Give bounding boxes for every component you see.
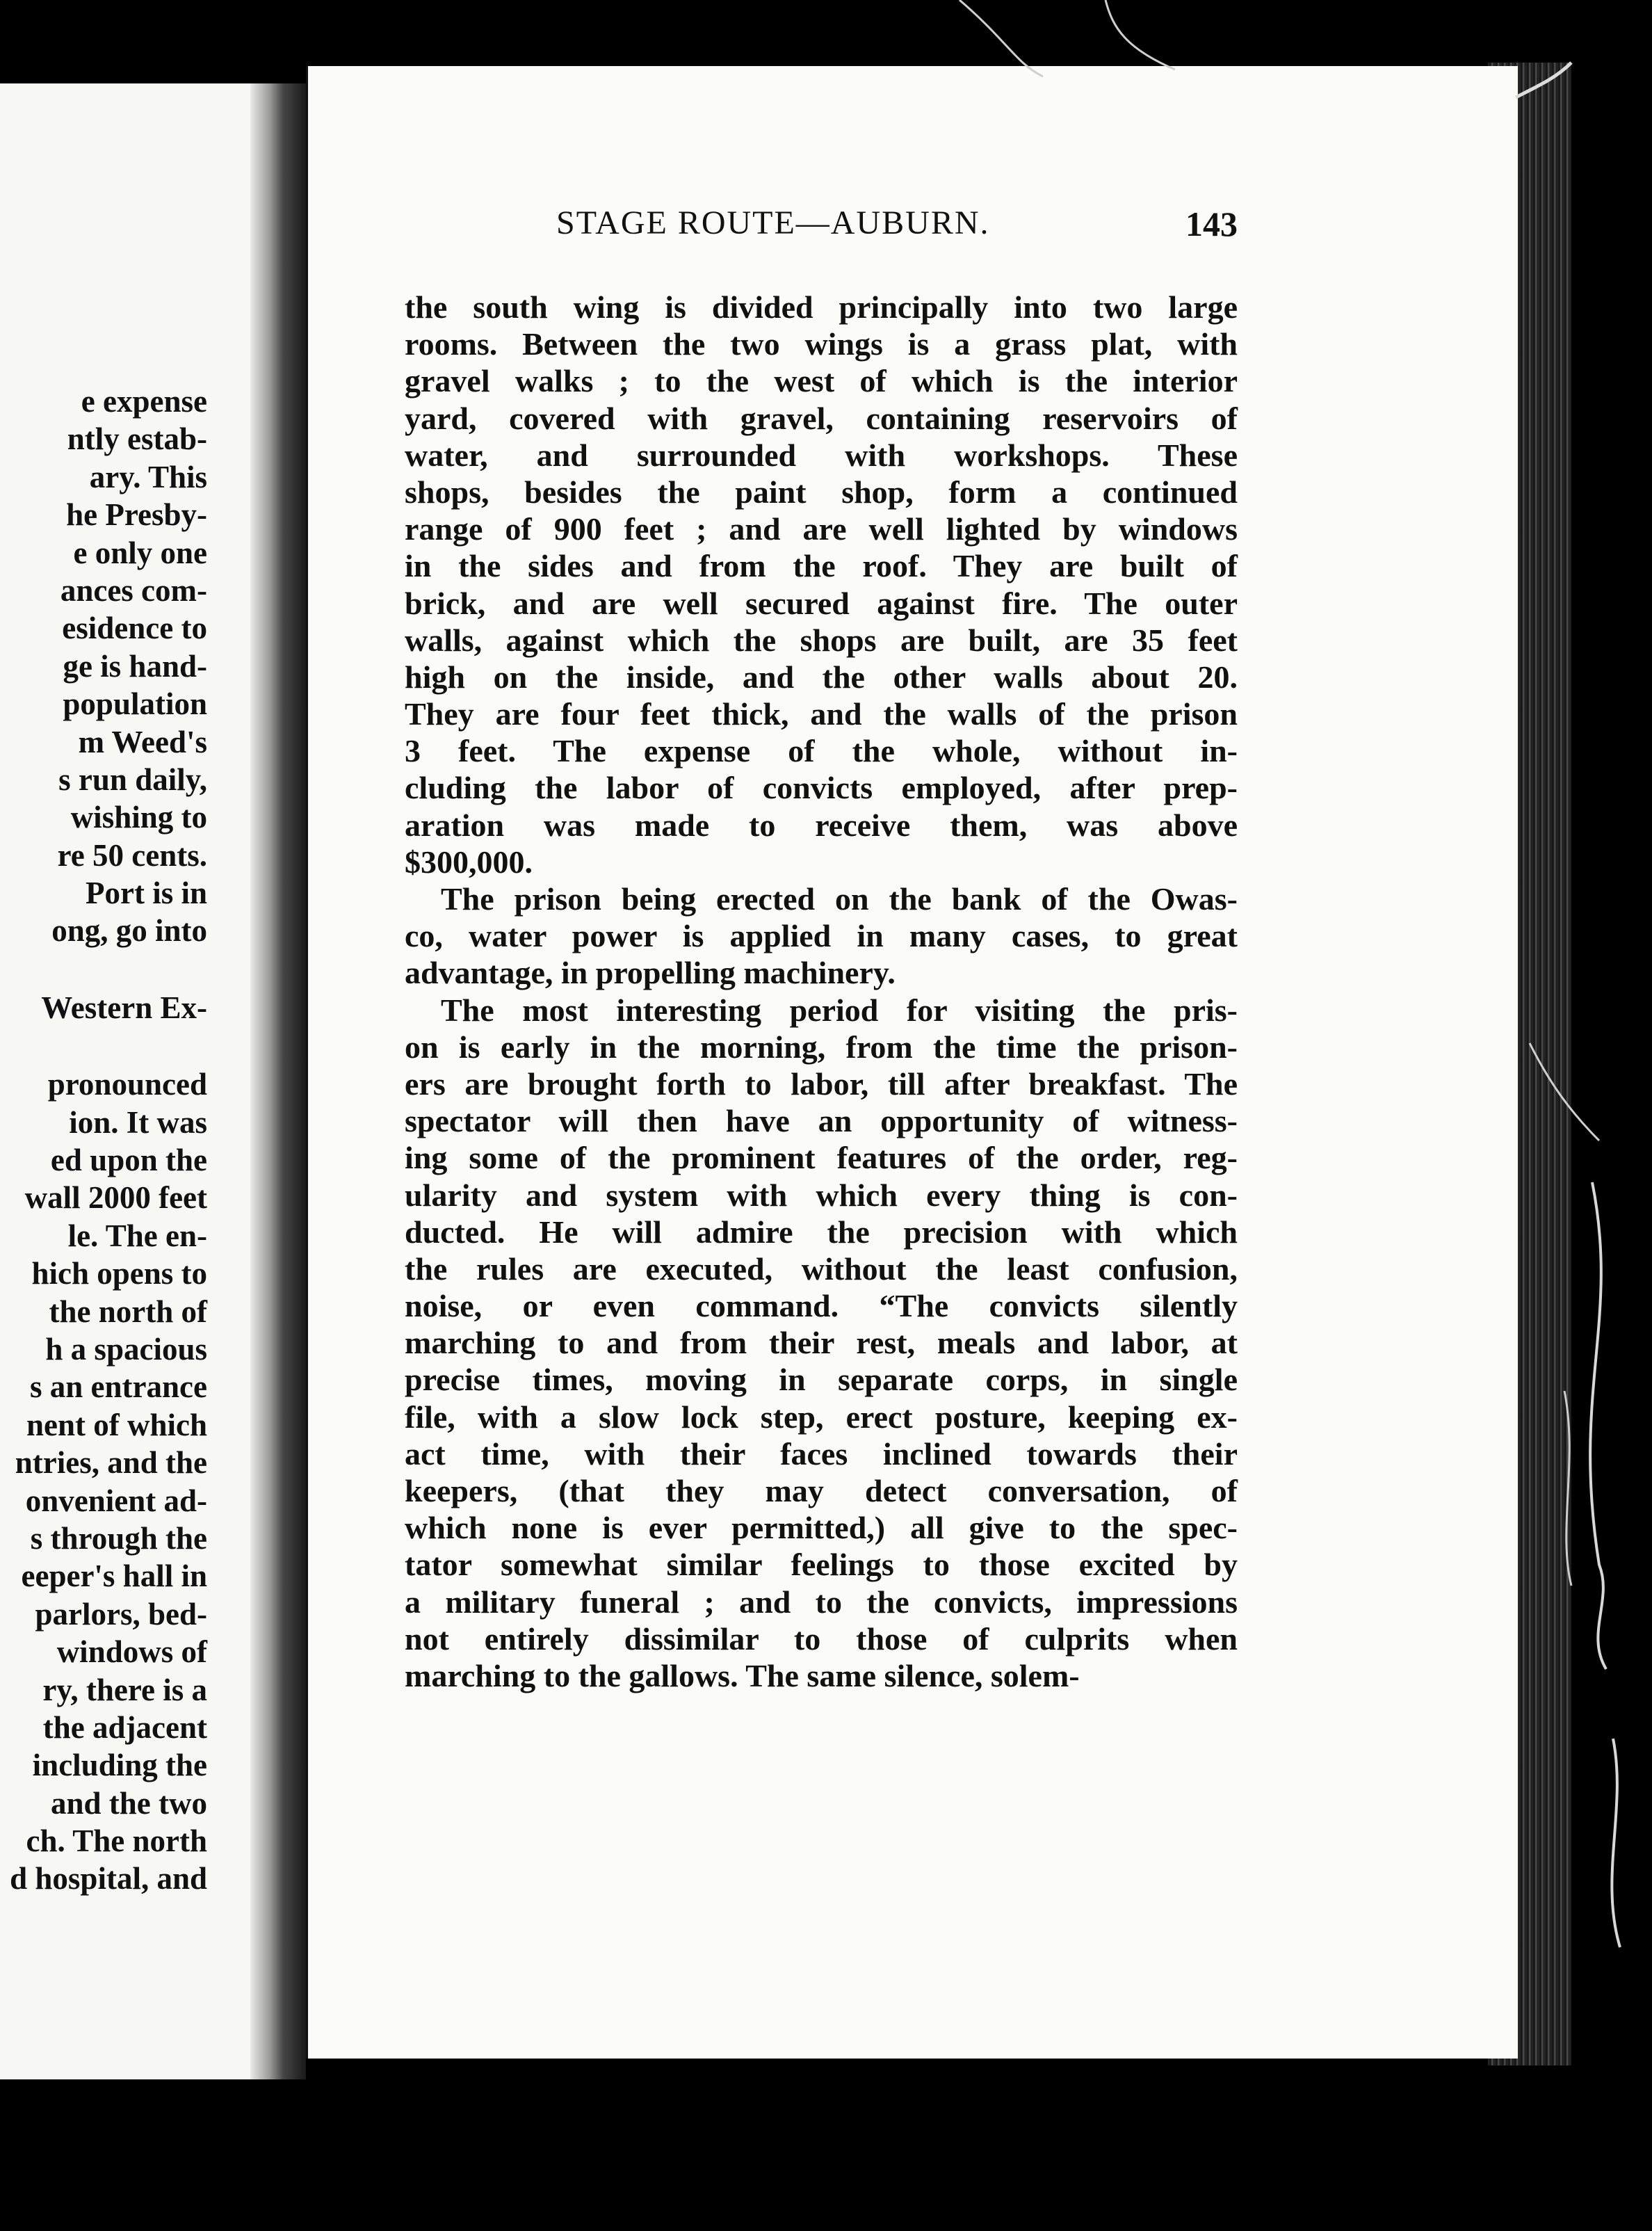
left-line: ge is hand- xyxy=(63,648,207,684)
left-line: hich opens to xyxy=(31,1256,207,1291)
left-line: s an entrance xyxy=(30,1369,207,1405)
body-text-line: gravel walks ; to the west of which is the interior xyxy=(405,363,1238,399)
left-line: ry, there is a xyxy=(42,1672,207,1707)
left-line: s run daily, xyxy=(58,762,207,797)
left-gap xyxy=(0,950,207,989)
body-text-line: file, with a slow lock step, erect posture, keeping ex- xyxy=(405,1399,1238,1435)
body-text-line: high on the inside, and the other walls about 20. xyxy=(405,659,1238,695)
left-page-text xyxy=(0,382,207,1898)
left-line: ntly estab- xyxy=(67,421,207,457)
body-text-line: co, water power is applied in many cases, to great xyxy=(405,918,1238,954)
body-text-line: rooms. Between the two wings is a grass plat, with xyxy=(405,326,1238,362)
left-line: e expense xyxy=(81,384,207,419)
left-line: parlors, bed- xyxy=(35,1596,207,1632)
body-text-line: ularity and system with which every thing is con- xyxy=(405,1177,1238,1213)
left-line: ary. This xyxy=(89,459,207,494)
body-text-line: in the sides and from the roof. They are built of xyxy=(405,548,1238,584)
body-text-line: shops, besides the paint shop, form a continued xyxy=(405,474,1238,510)
left-line: ances com- xyxy=(60,572,207,608)
left-line: h a spacious xyxy=(45,1331,207,1367)
body-text-line: advantage, in propelling machinery. xyxy=(405,955,896,991)
left-line: e only one xyxy=(73,535,207,570)
body-text-line: a military funeral ; and to the convicts, impressions xyxy=(405,1584,1238,1620)
left-line: population xyxy=(63,686,207,722)
left-line: ed upon the xyxy=(50,1143,207,1178)
page-number: 143 xyxy=(1185,204,1238,243)
left-line: eeper's hall in xyxy=(21,1559,207,1594)
running-head: STAGE ROUTE—AUBURN. xyxy=(556,204,990,241)
left-line: ch. The north xyxy=(26,1823,207,1859)
left-line: including the xyxy=(32,1748,207,1783)
left-line: ion. It was xyxy=(69,1104,207,1140)
body-text-line: precise times, moving in separate corps, in single xyxy=(405,1362,1238,1398)
body-text-line: ers are brought forth to labor, till after breakfast. The xyxy=(405,1065,1238,1102)
body-text-line: marching to and from their rest, meals and labor, at xyxy=(405,1325,1238,1361)
left-line: re 50 cents. xyxy=(57,837,207,873)
body-text-line: ducted. He will admire the precision with which xyxy=(405,1214,1238,1250)
body-text-line: yard, covered with gravel, containing reservoirs of xyxy=(405,400,1238,436)
left-line: wishing to xyxy=(70,800,207,835)
body-text-line: ing some of the prominent features of the order, reg- xyxy=(405,1140,1238,1176)
body-text-line: marching to the gallows. The same silence, solem- xyxy=(405,1657,1080,1693)
body-text-line: which none is ever permitted,) all give to the spec- xyxy=(405,1510,1238,1546)
body-text-line: 3 feet. The expense of the whole, without in- xyxy=(405,733,1238,769)
body-text-line: The prison being erected on the bank of the Owas- xyxy=(441,881,1238,917)
body-text-line: $300,000. xyxy=(405,844,533,880)
body-text-line: brick, and are well secured against fire. The outer xyxy=(405,585,1238,621)
body-text-line: the rules are executed, without the least confusion, xyxy=(405,1250,1238,1287)
body-text-line: tator somewhat similar feelings to those excited by xyxy=(405,1547,1238,1583)
left-line: he Presby- xyxy=(66,497,207,533)
left-line: Port is in xyxy=(86,876,207,911)
left-line: Western Ex- xyxy=(41,990,207,1025)
body-text-line: keepers, (that they may detect conversation, of xyxy=(405,1473,1238,1508)
left-line: le. The en- xyxy=(67,1218,207,1253)
body-text-line: spectator will then have an opportunity of witness- xyxy=(405,1103,1238,1139)
page-header xyxy=(556,204,1238,252)
body-text-line: They are four feet thick, and the walls of the prison xyxy=(405,696,1238,732)
body-text-line: cluding the labor of convicts employed, after prep- xyxy=(405,770,1238,806)
left-line: ong, go into xyxy=(51,913,207,949)
left-line: and the two xyxy=(50,1785,207,1821)
left-line: esidence to xyxy=(62,611,207,646)
left-line: wall 2000 feet xyxy=(24,1180,207,1216)
left-line: the north of xyxy=(49,1294,207,1329)
body-text-line: the south wing is divided principally into two large xyxy=(405,289,1238,325)
left-line: windows of xyxy=(56,1634,207,1670)
left-line: ntries, and the xyxy=(15,1445,207,1481)
body-text-line: noise, or even command. “The convicts silently xyxy=(405,1288,1238,1324)
left-gap xyxy=(0,1026,207,1065)
left-line: nent of which xyxy=(26,1407,207,1442)
page-body xyxy=(405,289,1238,1694)
left-line: onvenient ad- xyxy=(25,1483,207,1518)
book-gutter xyxy=(250,83,306,2079)
body-text-line: not entirely dissimilar to those of culprits when xyxy=(405,1620,1238,1657)
body-text-line: The most interesting period for visiting the pris- xyxy=(441,992,1238,1028)
body-text-line: on is early in the morning, from the time the prison- xyxy=(405,1029,1238,1065)
left-line: d hospital, and xyxy=(10,1861,207,1896)
body-text-line: range of 900 feet ; and are well lighted by windows xyxy=(405,511,1238,547)
body-text-line: aration was made to receive them, was above xyxy=(405,807,1238,843)
body-text-line: act time, with their faces inclined towards their xyxy=(405,1435,1238,1472)
left-line: the adjacent xyxy=(42,1709,207,1745)
left-line: pronounced xyxy=(47,1067,207,1102)
body-text-line: walls, against which the shops are built, are 35 feet xyxy=(405,622,1238,658)
left-line: m Weed's xyxy=(78,724,207,759)
left-line: s through the xyxy=(30,1520,207,1556)
body-text-line: water, and surrounded with workshops. These xyxy=(405,437,1238,473)
left-page xyxy=(0,83,280,2079)
